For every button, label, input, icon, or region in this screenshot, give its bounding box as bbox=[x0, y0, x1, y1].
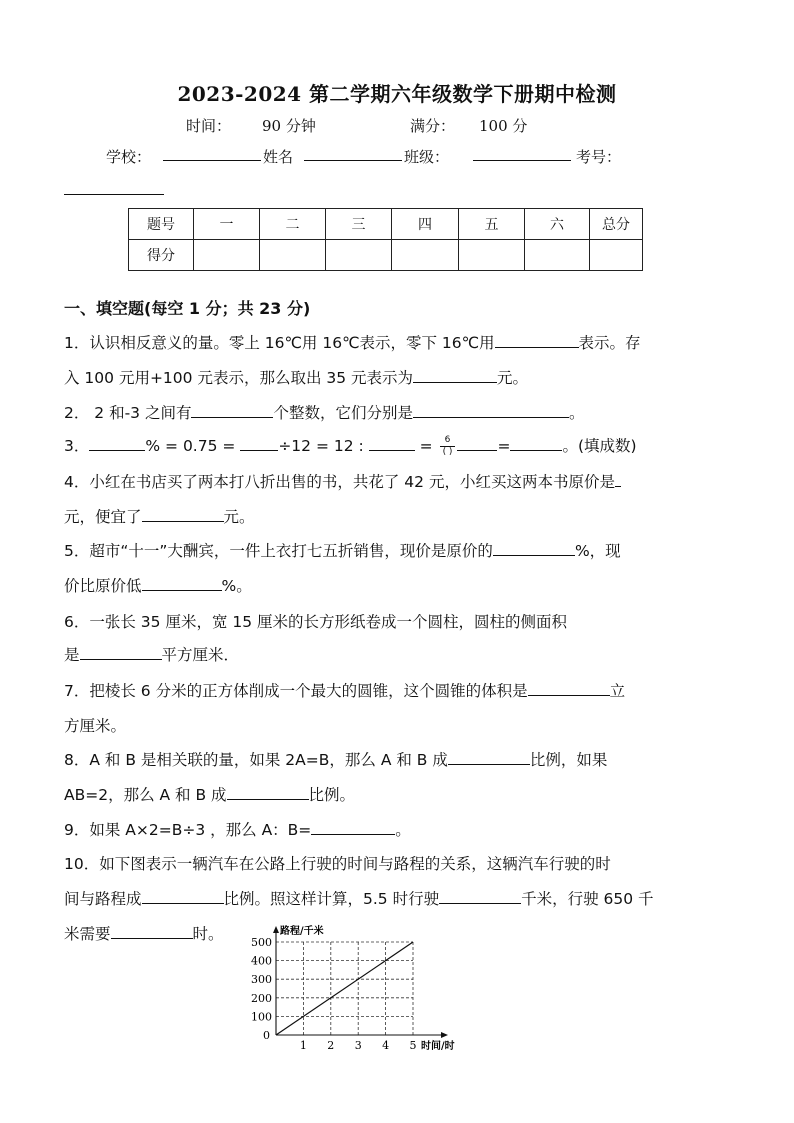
score-cell[interactable] bbox=[459, 240, 525, 271]
question-text: 比例，如果 bbox=[529, 751, 608, 769]
origin-label: 0 bbox=[263, 1029, 270, 1042]
exam-no-blank[interactable] bbox=[64, 180, 164, 195]
answer-blank[interactable] bbox=[111, 924, 193, 939]
question-text: 米需要 bbox=[64, 925, 111, 943]
question-text: 3． bbox=[64, 437, 90, 455]
score-table-header: 六 bbox=[525, 209, 590, 240]
question-text: 是 bbox=[64, 646, 80, 664]
score-cell[interactable] bbox=[590, 240, 643, 271]
score-table-header: 二 bbox=[260, 209, 326, 240]
question-text: 时。 bbox=[192, 925, 224, 943]
answer-blank[interactable] bbox=[240, 436, 278, 451]
question-10-line-1 bbox=[64, 852, 611, 874]
score-table-header: 五 bbox=[459, 209, 525, 240]
school-label: 学校： bbox=[106, 148, 152, 166]
score-label: 满分： bbox=[410, 117, 456, 135]
question-4-line-2 bbox=[64, 505, 255, 527]
question-text: 。 bbox=[568, 404, 585, 422]
score-value: 100 分 bbox=[479, 117, 528, 135]
answer-blank[interactable] bbox=[369, 436, 415, 451]
question-text: = bbox=[419, 437, 433, 455]
x-tick-label: 1 bbox=[299, 1039, 307, 1052]
answer-blank[interactable] bbox=[80, 645, 162, 660]
school-blank[interactable] bbox=[163, 146, 261, 161]
question-5-line-1 bbox=[64, 539, 621, 561]
name-label: 姓名 bbox=[263, 148, 294, 166]
y-tick-label: 500 bbox=[251, 936, 272, 949]
series-line bbox=[276, 942, 413, 1035]
answer-blank[interactable] bbox=[413, 368, 497, 383]
y-axis-label: 路程/千米 bbox=[280, 926, 324, 937]
question-text: 元，便宜了 bbox=[64, 508, 142, 526]
question-text: 表示。存 bbox=[578, 334, 641, 352]
y-axis-arrow bbox=[273, 926, 279, 933]
question-text: 1．认识相反意义的量。零上 16℃用 16℃表示，零下 16℃用 bbox=[64, 334, 495, 352]
score-table-header: 总分 bbox=[590, 209, 643, 240]
question-text: 。 bbox=[395, 821, 411, 839]
score-table-header: 三 bbox=[326, 209, 392, 240]
question-7-line-1 bbox=[64, 679, 625, 701]
x-tick-label: 5 bbox=[409, 1039, 417, 1052]
question-text: 间与路程成 bbox=[64, 890, 142, 908]
question-10-line-2 bbox=[64, 887, 654, 909]
question-text: 7．把棱长 6 分米的正方体削成一个最大的圆锥，这个圆锥的体积是 bbox=[64, 682, 528, 700]
time-value: 90 分钟 bbox=[262, 117, 316, 135]
answer-blank[interactable] bbox=[457, 436, 497, 451]
exam-no-label: 考号： bbox=[576, 148, 622, 166]
answer-blank[interactable] bbox=[615, 472, 621, 487]
answer-blank[interactable] bbox=[413, 403, 569, 418]
score-cell[interactable] bbox=[326, 240, 392, 271]
question-5-line-2 bbox=[64, 574, 252, 596]
score-table-header: 一 bbox=[194, 209, 260, 240]
answer-blank[interactable] bbox=[495, 333, 579, 348]
question-text: 千米，行驶 650 千 bbox=[521, 890, 654, 908]
score-cell[interactable] bbox=[194, 240, 260, 271]
answer-blank[interactable] bbox=[311, 820, 395, 835]
time-label: 时间： bbox=[186, 117, 232, 135]
fraction-denominator[interactable]: ( ) bbox=[442, 447, 453, 457]
answer-blank[interactable] bbox=[142, 889, 224, 904]
x-tick-label: 4 bbox=[382, 1039, 390, 1052]
question-text: 5．超市“十一”大酬宾，一件上衣打七五折销售，现价是原价的 bbox=[64, 542, 493, 560]
question-text: ÷12 = 12 : bbox=[278, 437, 364, 455]
question-text: %，现 bbox=[574, 542, 621, 560]
question-text: 入 100 元用+100 元表示，那么取出 35 元表示为 bbox=[64, 369, 414, 387]
answer-blank[interactable] bbox=[510, 436, 562, 451]
y-tick-label: 300 bbox=[251, 973, 272, 987]
question-text: 平方厘米． bbox=[161, 646, 240, 664]
class-label: 班级： bbox=[404, 148, 450, 166]
question-7-line-2 bbox=[64, 714, 126, 736]
question-text: 4．小红在书店买了两本打八折出售的书，共花了 42 元，小红买这两本书原价是 bbox=[64, 473, 615, 491]
answer-blank[interactable] bbox=[448, 750, 530, 765]
score-table-header: 题号 bbox=[129, 209, 194, 240]
x-tick-label: 2 bbox=[327, 1039, 335, 1052]
fraction-numerator: 6 bbox=[440, 435, 456, 447]
answer-blank[interactable] bbox=[142, 507, 224, 522]
question-8-line-2 bbox=[64, 783, 355, 805]
question-3 bbox=[64, 434, 637, 458]
x-axis-label: 时间/时 bbox=[421, 1041, 455, 1052]
question-4-line-1 bbox=[64, 470, 621, 492]
section-1-heading: 一、填空题(每空 1 分；共 23 分) bbox=[64, 299, 311, 318]
question-text: 方厘米。 bbox=[64, 717, 127, 735]
question-text: % = 0.75 = bbox=[145, 437, 236, 455]
question-8-line-1 bbox=[64, 748, 607, 770]
answer-blank[interactable] bbox=[439, 889, 521, 904]
question-1-line-2 bbox=[64, 366, 528, 388]
answer-blank[interactable] bbox=[89, 436, 145, 451]
question-text: 价比原价低 bbox=[64, 577, 142, 595]
question-1-line-1 bbox=[64, 331, 641, 353]
question-10-line-3 bbox=[64, 922, 224, 944]
y-tick-label: 200 bbox=[251, 991, 272, 1005]
x-tick-label: 3 bbox=[354, 1039, 362, 1052]
question-text: = bbox=[497, 437, 511, 455]
question-2 bbox=[64, 401, 585, 423]
question-text: 立 bbox=[609, 682, 626, 700]
distance-time-chart bbox=[240, 922, 480, 1062]
question-text: 2． 2 和-3 之间有 bbox=[64, 404, 192, 422]
answer-blank[interactable] bbox=[528, 681, 610, 696]
score-table-header: 四 bbox=[392, 209, 459, 240]
question-6-line-1 bbox=[64, 610, 567, 632]
question-text: 比例。照这样计算，5.5 时行驶 bbox=[223, 890, 440, 908]
score-table-header-row bbox=[129, 209, 643, 240]
question-text: 元。 bbox=[497, 369, 529, 387]
question-text: 。(填成数) bbox=[562, 437, 637, 455]
score-cell[interactable] bbox=[525, 240, 590, 271]
question-text: 10．如下图表示一辆汽车在公路上行驶的时间与路程的关系，这辆汽车行驶的时 bbox=[64, 855, 611, 873]
question-text: %。 bbox=[221, 577, 252, 595]
y-tick-label: 400 bbox=[251, 954, 272, 968]
score-table bbox=[128, 208, 643, 271]
score-cell[interactable] bbox=[260, 240, 326, 271]
answer-blank[interactable] bbox=[191, 403, 273, 418]
question-9 bbox=[64, 818, 411, 840]
question-text: 比例。 bbox=[308, 786, 356, 804]
question-6-line-2 bbox=[64, 643, 239, 665]
answer-blank[interactable] bbox=[227, 785, 309, 800]
name-blank[interactable] bbox=[304, 146, 402, 161]
question-text: 9．如果 A×2=B÷3 ，那么 A：B= bbox=[64, 821, 312, 839]
answer-blank[interactable] bbox=[142, 576, 222, 591]
answer-blank[interactable] bbox=[493, 541, 575, 556]
question-text: 6．一张长 35 厘米，宽 15 厘米的长方形纸卷成一个圆柱，圆柱的侧面积 bbox=[64, 613, 568, 631]
question-text: 个整数，它们分别是 bbox=[273, 404, 413, 422]
exam-title: 2023-2024 第二学期六年级数学下册期中检测 bbox=[177, 82, 617, 106]
question-text: 8．A 和 B 是相关联的量，如果 2A=B，那么 A 和 B 成 bbox=[64, 751, 448, 769]
fraction bbox=[440, 435, 456, 458]
x-axis-arrow bbox=[441, 1032, 448, 1038]
score-row-label: 得分 bbox=[129, 240, 194, 271]
class-blank[interactable] bbox=[473, 146, 571, 161]
question-text: AB=2，那么 A 和 B 成 bbox=[64, 786, 227, 804]
score-table-score-row bbox=[129, 240, 643, 271]
score-cell[interactable] bbox=[392, 240, 459, 271]
question-text: 元。 bbox=[223, 508, 255, 526]
y-tick-label: 100 bbox=[251, 1010, 272, 1024]
